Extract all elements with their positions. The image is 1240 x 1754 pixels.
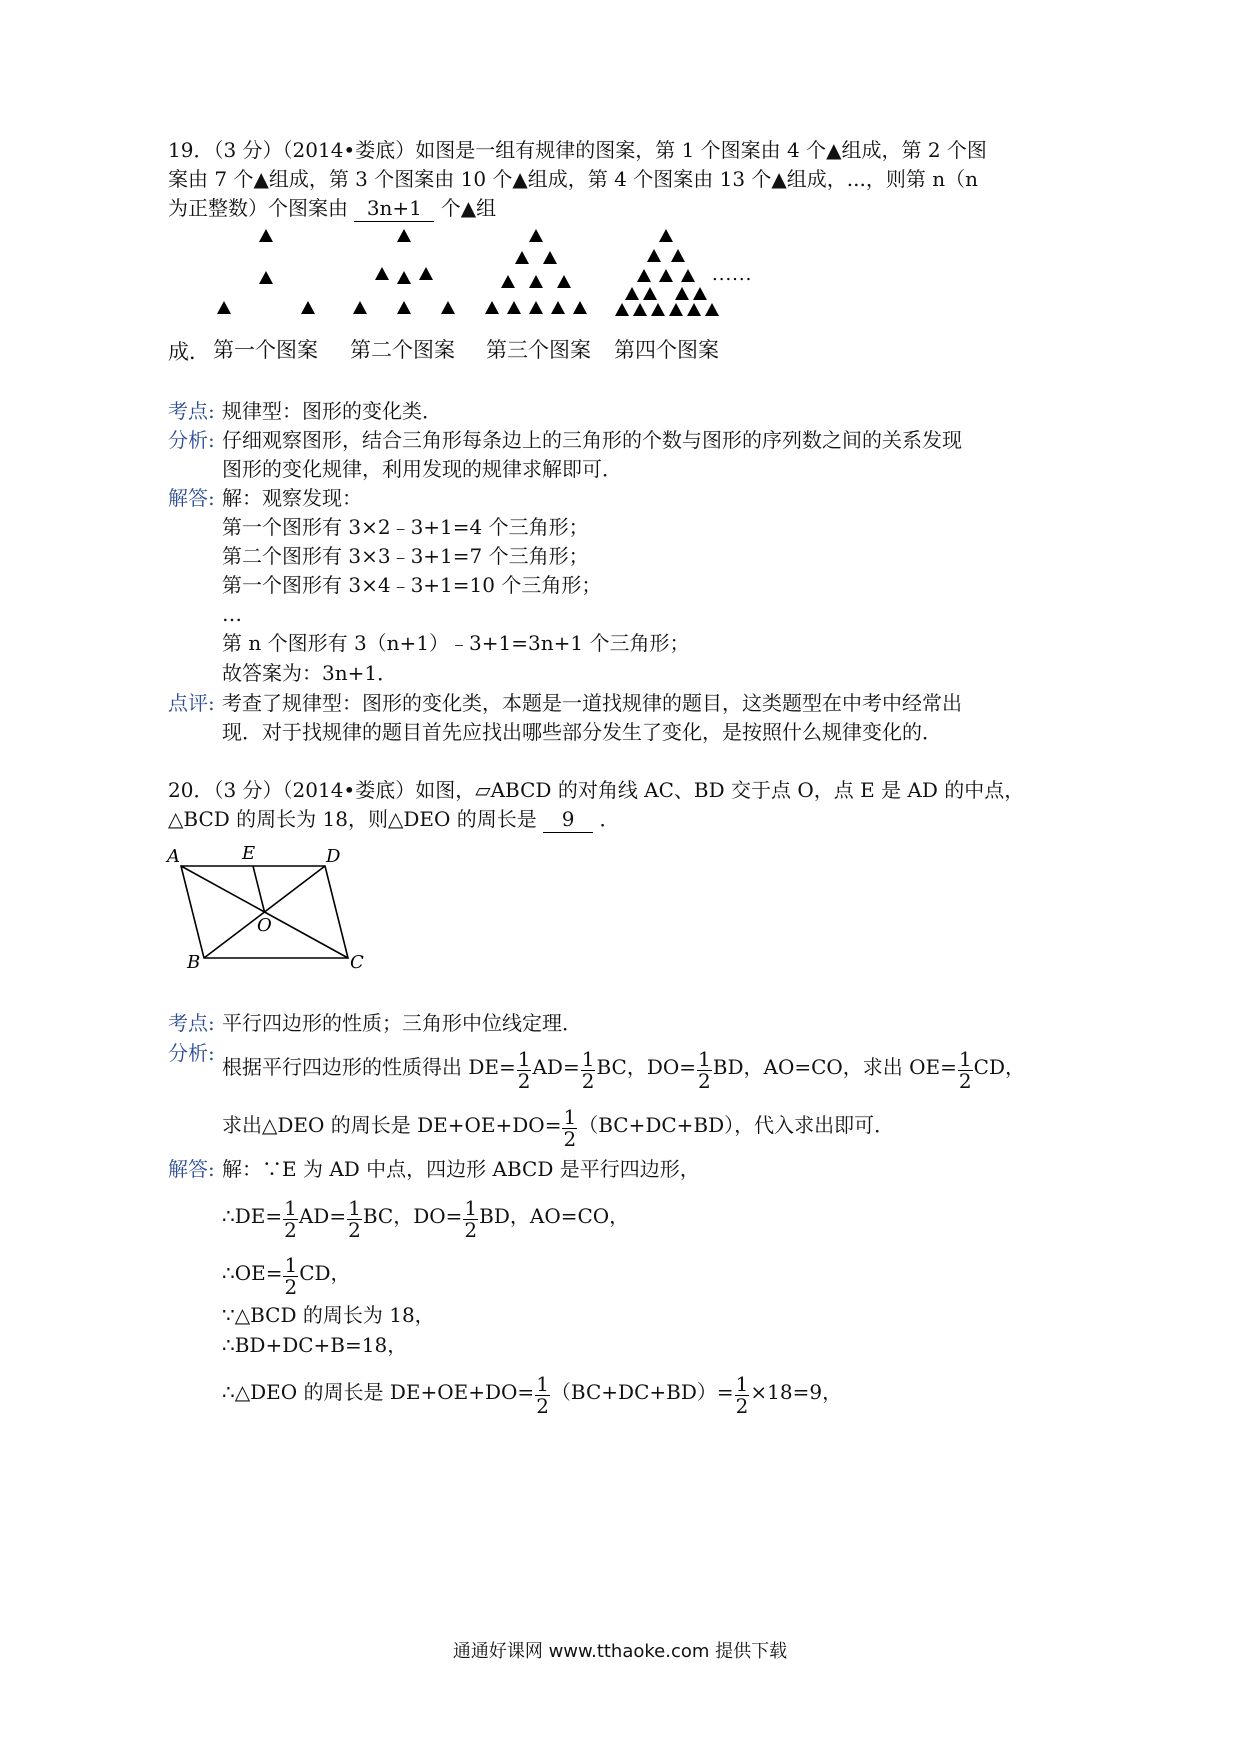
frac-num: 1 xyxy=(517,1047,531,1071)
frac-num: 1 xyxy=(284,1253,298,1277)
q20-jieda-3 xyxy=(222,1253,351,1299)
jd-l6c: ×18=9， xyxy=(750,1380,843,1404)
fx-t1: 根据平行四边形的性质得出 DE= xyxy=(222,1055,516,1079)
q19-line3-pre: 为正整数）个图案由 xyxy=(168,196,348,220)
label-d: D xyxy=(326,846,341,867)
segment-eo xyxy=(253,866,265,912)
q19-jieda-6: 故答案为：3n+1． xyxy=(222,661,398,685)
frac-num: 1 xyxy=(536,1372,549,1396)
fraction-one-half xyxy=(581,1049,596,1092)
fraction-one-half xyxy=(562,1107,577,1150)
frac-den: 2 xyxy=(517,1069,531,1093)
fx-t7: （BC+DC+BD），代入求出即可． xyxy=(578,1113,895,1137)
fraction-one-half xyxy=(347,1198,362,1241)
q19-line2: 案由 7 个▲组成，第 3 个图案由 10 个▲组成，第 4 个图案由 13 个▲组成，...，则第 n（n xyxy=(168,167,978,191)
q20-line2 xyxy=(168,806,619,833)
q19-answer: 3n+1 xyxy=(354,195,434,222)
frac-num: 1 xyxy=(958,1047,972,1071)
q19-kaodian: 规律型：图形的变化类． xyxy=(222,399,442,423)
jd-l2d: BD，AO=CO， xyxy=(479,1204,630,1228)
frac-den: 2 xyxy=(464,1218,478,1242)
q19-jieda-3: 第一个图形有 3×4﹣3+1=10 个三角形； xyxy=(222,573,602,597)
q20-jieda-5: ∴BD+DC+B=18， xyxy=(222,1333,408,1357)
q19-line1: 19．（3 分）（2014•娄底）如图是一组有规律的图案，第 1 个图案由 4 个▲组成，第 2 个图 xyxy=(168,138,987,162)
q20-fenxi-1 xyxy=(222,1047,1025,1093)
pattern-4 xyxy=(615,229,719,316)
fraction-one-half xyxy=(283,1255,298,1298)
triangle-pattern-figure xyxy=(200,222,820,332)
q20-fenxi-label: 分析: xyxy=(168,1041,215,1065)
q19-jieda-label: 解答: xyxy=(168,486,215,510)
fraction-one-half xyxy=(958,1049,973,1092)
label-b: B xyxy=(187,952,201,973)
q19-fenxi-1: 仔细观察图形，结合三角形每条边上的三角形的个数与图形的序列数之间的关系发现 xyxy=(222,428,962,452)
fx-t6: 求出△DEO 的周长是 DE+OE+DO= xyxy=(222,1113,562,1137)
fraction-one-half xyxy=(735,1374,750,1417)
q19-dianping-2: 现．对于找规律的题目首先应找出哪些部分发生了变化，是按照什么规律变化的． xyxy=(222,720,942,744)
continuation-dots: ...... xyxy=(712,264,753,285)
q20-kaodian-label: 考点: xyxy=(168,1011,215,1035)
frac-den: 2 xyxy=(735,1394,749,1418)
fraction-one-half xyxy=(535,1374,550,1417)
fx-t2: AD= xyxy=(532,1055,580,1079)
pattern-1 xyxy=(217,229,315,314)
frac-den: 2 xyxy=(284,1275,298,1299)
q20-jieda-4: ∵△BCD 的周长为 18， xyxy=(222,1303,435,1327)
q20-jieda-2 xyxy=(222,1196,630,1242)
frac-num: 1 xyxy=(284,1196,297,1220)
jd-l6b: （BC+DC+BD）= xyxy=(550,1380,734,1404)
pattern-3 xyxy=(485,229,587,314)
jd-l6a: ∴△DEO 的周长是 DE+OE+DO= xyxy=(222,1380,535,1404)
frac-den: 2 xyxy=(284,1218,297,1242)
caption-pattern-4: 第四个图案 xyxy=(614,338,719,362)
jd-l3b: CD， xyxy=(299,1261,351,1285)
jd-l2b: AD= xyxy=(298,1204,347,1228)
q19-line3-post: 个▲组 xyxy=(440,196,497,220)
frac-num: 1 xyxy=(581,1047,595,1071)
q20-line1: 20．（3 分）（2014•娄底）如图，▱ABCD 的对角线 AC、BD 交于点 O，点 E 是 AD 的中点， xyxy=(168,778,1025,802)
label-o: O xyxy=(257,915,272,936)
caption-pattern-2: 第二个图案 xyxy=(350,338,455,362)
q20-line2-pre: △BCD 的周长为 18，则△DEO 的周长是 xyxy=(168,807,537,831)
frac-den: 2 xyxy=(581,1069,595,1093)
frac-den: 2 xyxy=(698,1069,711,1093)
page-footer: 通通好课网 www.tthaoke.com 提供下载 xyxy=(452,1641,788,1662)
frac-num: 1 xyxy=(563,1105,577,1129)
label-e: E xyxy=(242,843,256,864)
fx-t3: BC，DO= xyxy=(596,1055,697,1079)
q19-fenxi-2: 图形的变化规律，利用发现的规律求解即可． xyxy=(222,457,622,481)
fx-t5: CD， xyxy=(973,1055,1025,1079)
q19-dianping-label: 点评: xyxy=(168,691,215,715)
q20-jieda-1: 解：∵E 为 AD 中点，四边形 ABCD 是平行四边形， xyxy=(222,1157,700,1181)
jd-l3a: ∴OE= xyxy=(222,1261,283,1285)
fraction-one-half xyxy=(517,1049,532,1092)
frac-den: 2 xyxy=(536,1394,549,1418)
frac-num: 1 xyxy=(698,1047,711,1071)
q19-line3 xyxy=(168,195,496,222)
pattern-2 xyxy=(353,229,455,314)
frac-num: 1 xyxy=(735,1372,749,1396)
q19-jieda-2: 第二个图形有 3×3﹣3+1=7 个三角形； xyxy=(222,544,589,568)
q20-line2-post: ． xyxy=(599,807,620,831)
q20-kaodian: 平行四边形的性质；三角形中位线定理． xyxy=(222,1011,582,1035)
label-c: C xyxy=(350,952,364,973)
q20-jieda-6 xyxy=(222,1372,843,1418)
q19-jieda-0: 解：观察发现： xyxy=(222,486,362,510)
caption-pattern-3: 第三个图案 xyxy=(486,338,591,362)
jd-l2c: BC，DO= xyxy=(362,1204,463,1228)
fraction-one-half xyxy=(283,1198,298,1241)
fx-t4: BD，AO=CO，求出 OE= xyxy=(712,1055,957,1079)
q20-answer: 9 xyxy=(543,806,593,833)
q19-jieda-1: 第一个图形有 3×2﹣3+1=4 个三角形； xyxy=(222,515,589,539)
q19-jieda-4: … xyxy=(222,602,242,626)
q19-fenxi-label: 分析: xyxy=(168,428,215,452)
q19-dianping-1: 考查了规律型：图形的变化类，本题是一道找规律的题目，这类题型在中考中经常出 xyxy=(222,691,962,715)
q19-kaodian-label: 考点: xyxy=(168,399,215,423)
parallelogram-figure xyxy=(165,840,385,975)
caption-pattern-1: 第一个图案 xyxy=(213,338,318,362)
fraction-one-half xyxy=(463,1198,478,1241)
frac-num: 1 xyxy=(348,1196,361,1220)
frac-den: 2 xyxy=(958,1069,972,1093)
fraction-one-half xyxy=(697,1049,712,1092)
jd-l2a: ∴DE= xyxy=(222,1204,283,1228)
q20-fenxi-2 xyxy=(222,1105,895,1151)
label-a: A xyxy=(167,846,180,867)
frac-num: 1 xyxy=(464,1196,478,1220)
q20-jieda-label: 解答: xyxy=(168,1157,215,1181)
q19-line4: 成． xyxy=(168,340,210,364)
frac-den: 2 xyxy=(563,1127,577,1151)
q19-jieda-5: 第 n 个图形有 3（n+1）﹣3+1=3n+1 个三角形； xyxy=(222,631,690,655)
frac-den: 2 xyxy=(348,1218,361,1242)
